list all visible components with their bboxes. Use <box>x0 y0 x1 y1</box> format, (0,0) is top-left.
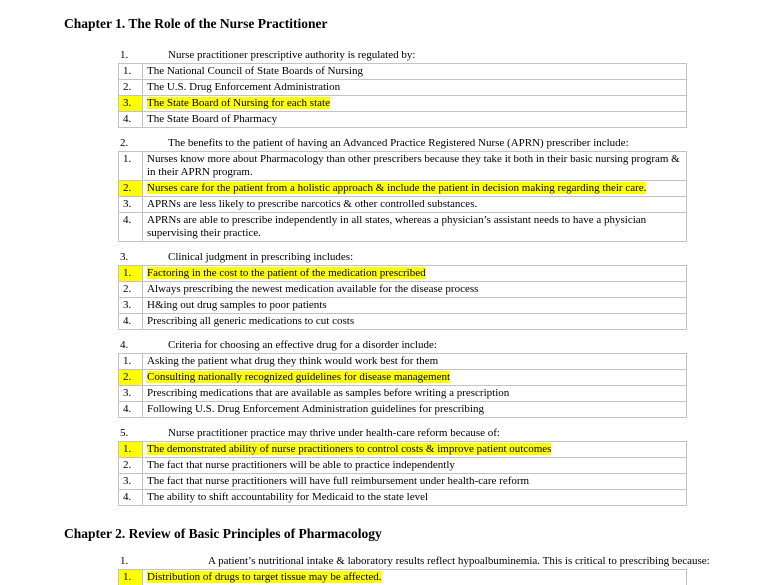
option-number: 3. <box>119 96 143 112</box>
option-text-cell <box>143 64 687 80</box>
question-number: 3. <box>120 251 129 263</box>
option-text: Asking the patient what drug they think would work best for them <box>147 355 439 367</box>
chapter <box>64 526 764 585</box>
option-text: The State Board of Pharmacy <box>147 113 278 125</box>
option-text: The fact that nurse practitioners will have full reimbursement under health-care reform <box>147 475 530 487</box>
question-text: The benefits to the patient of having an Advanced Practice Registered Nurse (APRN) prescriber include: <box>168 137 629 149</box>
question-header <box>118 426 764 440</box>
option-row <box>119 213 687 242</box>
option-text-cell <box>143 80 687 96</box>
option-text: Always prescribing the newest medication available for the disease process <box>147 283 479 295</box>
question-number: 2. <box>120 137 129 149</box>
question <box>118 338 764 418</box>
option-text-cell <box>143 152 687 181</box>
option-row <box>119 298 687 314</box>
options-table <box>118 63 687 128</box>
option-text: The U.S. Drug Enforcement Administration <box>147 81 341 93</box>
question-number: 4. <box>120 339 129 351</box>
option-text-cell <box>143 442 687 458</box>
option-row <box>119 112 687 128</box>
option-row <box>119 80 687 96</box>
chapter-title: Chapter 2. Review of Basic Principles of Pharmacology <box>64 526 382 541</box>
question-text: Nurse practitioner practice may thrive under health-care reform because of: <box>168 427 500 439</box>
option-row <box>119 458 687 474</box>
option-number: 1. <box>119 266 143 282</box>
question-text: A patient’s nutritional intake & laboratory results reflect hypoalbuminemia. This is critical to prescribing because: <box>208 555 710 567</box>
option-text-cell <box>143 354 687 370</box>
chapter-title: Chapter 1. The Role of the Nurse Practitioner <box>64 16 328 31</box>
option-number: 2. <box>119 181 143 197</box>
question-number: 1. <box>120 49 129 61</box>
option-text-cell <box>143 282 687 298</box>
options-table <box>118 265 687 330</box>
option-text: Consulting nationally recognized guidelines for disease management <box>147 371 451 383</box>
option-row-highlighted <box>119 570 687 585</box>
option-text: APRNs are less likely to prescribe narcotics & other controlled substances. <box>147 198 478 210</box>
option-number: 4. <box>119 402 143 418</box>
option-text-cell <box>143 314 687 330</box>
option-text: The fact that nurse practitioners will be able to practice independently <box>147 459 455 471</box>
option-text-cell <box>143 402 687 418</box>
option-row <box>119 197 687 213</box>
question-header <box>118 250 764 264</box>
option-number: 2. <box>119 80 143 96</box>
question-header <box>118 136 764 150</box>
option-row <box>119 354 687 370</box>
option-row-highlighted <box>119 181 687 197</box>
option-row <box>119 490 687 506</box>
question <box>118 554 764 585</box>
option-text-cell <box>143 96 687 112</box>
option-number: 2. <box>119 370 143 386</box>
option-row <box>119 152 687 181</box>
option-row-highlighted <box>119 442 687 458</box>
option-row <box>119 402 687 418</box>
question-text: Criteria for choosing an effective drug for a disorder include: <box>168 339 437 351</box>
option-text: Nurses know more about Pharmacology than other prescribers because they take it both in their basic nursing program & in their APRN program. <box>147 153 680 178</box>
option-text-cell <box>143 181 687 197</box>
option-number: 3. <box>119 298 143 314</box>
option-row-highlighted <box>119 96 687 112</box>
option-row <box>119 282 687 298</box>
option-text-cell <box>143 386 687 402</box>
question-number: 1. <box>120 555 129 567</box>
option-number: 1. <box>119 152 143 181</box>
options-table <box>118 569 687 585</box>
question-number: 5. <box>120 427 129 439</box>
option-text: APRNs are able to prescribe independently in all states, whereas a physician’s assistant needs to have a physician supervising their practice. <box>147 214 647 239</box>
option-number: 4. <box>119 112 143 128</box>
option-row <box>119 474 687 490</box>
option-number: 4. <box>119 314 143 330</box>
option-text: Prescribing medications that are available as samples before writing a prescription <box>147 387 510 399</box>
option-number: 1. <box>119 442 143 458</box>
option-text-cell <box>143 197 687 213</box>
option-number: 3. <box>119 386 143 402</box>
option-text-cell <box>143 370 687 386</box>
option-text: The demonstrated ability of nurse practitioners to control costs & improve patient outcomes <box>147 443 552 455</box>
options-table <box>118 151 687 242</box>
option-text-cell <box>143 298 687 314</box>
question <box>118 48 764 128</box>
question-header <box>118 338 764 352</box>
question-header <box>118 48 764 62</box>
option-text: The National Council of State Boards of Nursing <box>147 65 363 77</box>
question <box>118 426 764 506</box>
option-text-cell <box>143 490 687 506</box>
question-text: Clinical judgment in prescribing includes: <box>168 251 354 263</box>
option-row <box>119 314 687 330</box>
option-text-cell <box>143 266 687 282</box>
option-number: 3. <box>119 197 143 213</box>
option-text: The State Board of Nursing for each state <box>147 97 330 109</box>
option-number: 1. <box>119 570 143 585</box>
options-table <box>118 353 687 418</box>
option-number: 2. <box>119 282 143 298</box>
option-text: Following U.S. Drug Enforcement Administration guidelines for prescribing <box>147 403 484 415</box>
option-row <box>119 64 687 80</box>
question-text: Nurse practitioner prescriptive authority is regulated by: <box>168 49 416 61</box>
option-number: 1. <box>119 64 143 80</box>
option-text: H&ing out drug samples to poor patients <box>147 299 327 311</box>
option-text: Distribution of drugs to target tissue may be affected. <box>147 571 382 583</box>
option-text: Prescribing all generic medications to cut costs <box>147 315 355 327</box>
chapter <box>64 16 764 506</box>
option-text-cell <box>143 570 687 585</box>
option-text: Nurses care for the patient from a holistic approach & include the patient in decision making regarding their care. <box>147 182 647 194</box>
option-row <box>119 386 687 402</box>
question-header <box>118 554 764 568</box>
option-text-cell <box>143 474 687 490</box>
option-row-highlighted <box>119 266 687 282</box>
option-number: 4. <box>119 490 143 506</box>
option-number: 2. <box>119 458 143 474</box>
question <box>118 250 764 330</box>
option-text: Factoring in the cost to the patient of the medication prescribed <box>147 267 426 279</box>
option-text-cell <box>143 458 687 474</box>
option-number: 1. <box>119 354 143 370</box>
option-text-cell <box>143 213 687 242</box>
option-text: The ability to shift accountability for Medicaid to the state level <box>147 491 429 503</box>
options-table <box>118 441 687 506</box>
option-text-cell <box>143 112 687 128</box>
option-row-highlighted <box>119 370 687 386</box>
option-number: 4. <box>119 213 143 242</box>
option-number: 3. <box>119 474 143 490</box>
question <box>118 136 764 242</box>
